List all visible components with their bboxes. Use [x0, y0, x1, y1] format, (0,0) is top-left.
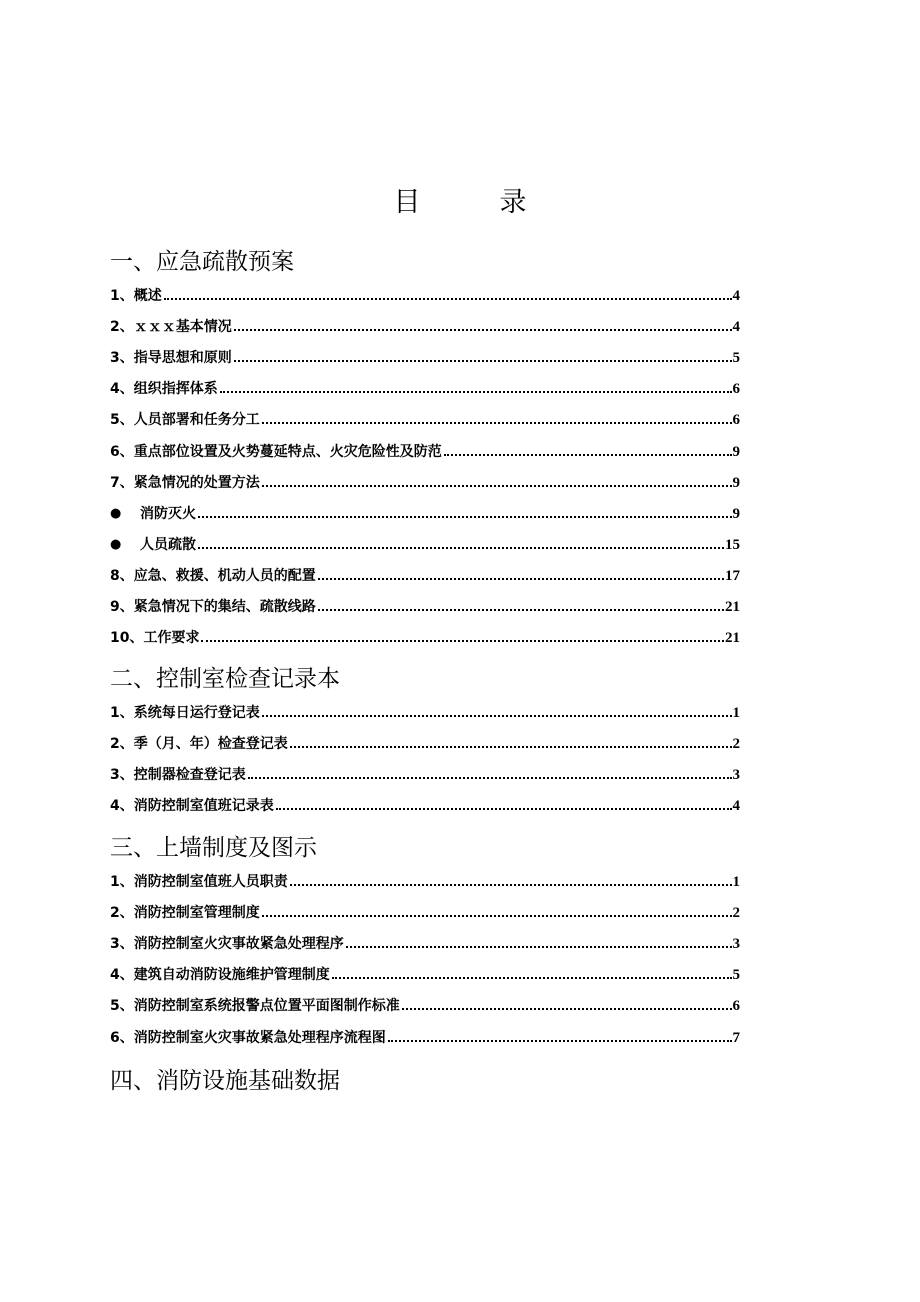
entry-title: 组织指挥体系 [133, 381, 218, 398]
dot-leader [262, 715, 732, 717]
entry-page-number: 3 [732, 767, 740, 784]
entry-title: 消防灭火 [140, 505, 196, 522]
toc-entry [110, 795, 740, 817]
entry-page-number: 15 [725, 536, 740, 553]
entry-number: 2、 [110, 319, 134, 336]
toc-entry [110, 733, 740, 755]
entry-number: 6、 [110, 1029, 134, 1046]
dot-leader [248, 777, 732, 779]
dot-leader [234, 329, 732, 331]
entry-page-number: 1 [732, 874, 740, 890]
entry-title: 概述 [133, 288, 162, 304]
toc-entry [110, 627, 740, 649]
entry-number: 3、 [110, 350, 134, 367]
entry-title: 季（月、年）检查登记表 [133, 736, 288, 753]
toc-entry [110, 534, 740, 556]
entry-page-number: 1 [732, 705, 740, 721]
entry-title: 人员部署和任务分工 [133, 412, 260, 429]
toc-entry [110, 409, 740, 431]
entry-number: 2、 [110, 905, 134, 922]
entry-title: 人员疏散 [140, 536, 196, 553]
entry-title: 消防控制室系统报警点位置平面图制作标准 [133, 998, 400, 1015]
entry-title: 重点部位设置及火势蔓延特点、火灾危险性及防范 [133, 443, 442, 460]
dot-leader [388, 1040, 732, 1042]
entry-page-number: 6 [732, 412, 740, 429]
entry-number: 6、 [110, 443, 134, 460]
toc-entry [110, 285, 740, 307]
entry-number: 4、 [110, 967, 134, 984]
entry-page-number: 9 [732, 474, 740, 491]
toc-entry [110, 933, 740, 955]
dot-leader [198, 547, 724, 549]
entry-page-number: 5 [732, 967, 740, 984]
bullet-icon: ● [110, 505, 122, 521]
dot-leader [318, 609, 724, 611]
dot-leader [164, 298, 732, 300]
entry-title: 消防控制室管理制度 [133, 905, 260, 922]
toc-entry [110, 902, 740, 924]
entry-number: 5、 [110, 998, 134, 1015]
entry-page-number: 21 [725, 599, 740, 615]
dot-leader [318, 578, 724, 580]
entry-title: 系统每日运行登记表 [133, 705, 260, 721]
entry-title: 紧急情况下的集结、疏散线路 [133, 599, 316, 615]
toc-entry [110, 378, 740, 400]
entry-title: 消防控制室火灾事故紧急处理程序流程图 [133, 1029, 386, 1046]
entry-title: 工作要求 [143, 630, 200, 647]
entry-page-number: 2 [732, 736, 740, 753]
entry-page-number: 4 [732, 288, 740, 304]
entry-title: 消防控制室值班人员职责 [133, 874, 288, 890]
dot-leader [198, 516, 732, 518]
entry-number: 9、 [110, 599, 134, 615]
dot-leader [201, 640, 724, 642]
entry-title: ｘｘｘ基本情况 [133, 319, 232, 336]
dot-leader [290, 884, 732, 886]
entry-number: 1、 [110, 288, 134, 304]
toc-entry [110, 565, 740, 587]
toc-entry [110, 316, 740, 338]
entry-page-number: 2 [732, 905, 740, 922]
entry-title: 控制器检查登记表 [133, 767, 246, 784]
dot-leader [262, 422, 732, 424]
entry-page-number: 3 [732, 936, 740, 953]
entry-page-number: 7 [732, 1029, 740, 1046]
dot-leader [444, 454, 732, 456]
toc-entry [110, 702, 740, 724]
entry-number: 4、 [110, 798, 134, 815]
toc-entry [110, 347, 740, 369]
entry-number: 7、 [110, 474, 134, 491]
toc-entry [110, 764, 740, 786]
dot-leader [276, 808, 732, 810]
entry-number: 4、 [110, 381, 134, 398]
entry-title: 消防控制室值班记录表 [133, 798, 274, 815]
dot-leader [234, 360, 732, 362]
page-title: 目 录 [393, 187, 553, 218]
section-heading: 一、应急疏散预案 [110, 249, 294, 275]
entry-page-number: 17 [725, 567, 740, 584]
entry-page-number: 4 [732, 798, 740, 815]
entry-page-number: 21 [725, 630, 740, 647]
toc-entry [110, 1027, 740, 1049]
entry-number: 3、 [110, 936, 134, 953]
dot-leader [346, 946, 732, 948]
entry-number: 5、 [110, 412, 134, 429]
section-heading: 三、上墙制度及图示 [110, 835, 317, 861]
toc-entry [110, 871, 740, 893]
entry-number: 1、 [110, 705, 134, 721]
toc-entry [110, 964, 740, 986]
toc-entry [110, 503, 740, 525]
section-heading: 二、控制室检查记录本 [110, 666, 340, 692]
entry-number: 10、 [110, 630, 144, 647]
toc-entry [110, 596, 740, 618]
entry-number: 1、 [110, 874, 134, 890]
toc-entry [110, 441, 740, 463]
entry-title: 指导思想和原则 [133, 350, 232, 367]
entry-number: 3、 [110, 767, 134, 784]
dot-leader [332, 977, 732, 979]
dot-leader [220, 391, 732, 393]
entry-page-number: 4 [732, 319, 740, 336]
dot-leader [262, 915, 732, 917]
dot-leader [290, 746, 732, 748]
section-heading: 四、消防设施基础数据 [110, 1068, 340, 1094]
dot-leader [402, 1008, 732, 1010]
entry-number: 2、 [110, 736, 134, 753]
entry-page-number: 6 [732, 998, 740, 1015]
entry-title: 消防控制室火灾事故紧急处理程序 [133, 936, 344, 953]
entry-page-number: 9 [732, 443, 740, 460]
entry-page-number: 9 [732, 505, 740, 522]
entry-title: 紧急情况的处置方法 [133, 474, 260, 491]
entry-number: 8、 [110, 567, 134, 584]
entry-page-number: 5 [732, 350, 740, 367]
toc-entry [110, 995, 740, 1017]
dot-leader [262, 485, 732, 487]
bullet-icon: ● [110, 536, 122, 552]
toc-entry [110, 472, 740, 494]
entry-title: 建筑自动消防设施维护管理制度 [133, 967, 330, 984]
entry-page-number: 6 [732, 381, 740, 398]
entry-title: 应急、救援、机动人员的配置 [133, 567, 316, 584]
